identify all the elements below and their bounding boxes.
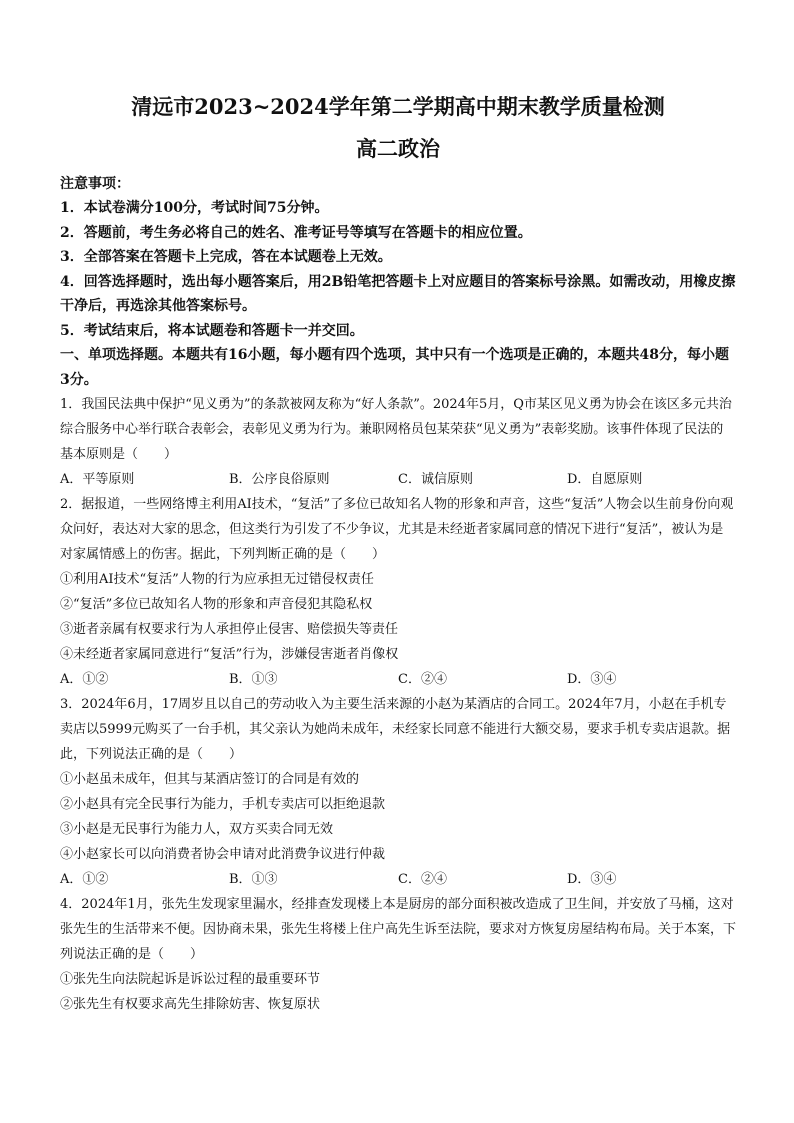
- choice-c: C．②④: [398, 872, 447, 887]
- choice-d: D．③④: [567, 672, 617, 687]
- choice-row: [60, 467, 736, 492]
- note-item: 1．本试卷满分100分，考试时间75分钟。: [60, 200, 329, 216]
- choice-c: C．诚信原则: [398, 472, 473, 487]
- question-stem: 2．据报道，一些网络博主利用AI技术，“复活”了多位已故知名人物的形象和声音，这些“复活”人物会以生前身份向观众问好，表达对大家的思念，但这类行为引发了不少争议，尤其是未经逝者家属同意的情况下进行“复活”，被认为是对家属情感上的伤害。据此，下列判断正确的是（ ）: [60, 497, 734, 562]
- exam-page: [60, 92, 736, 1017]
- question-1: [60, 392, 736, 492]
- statement: ②张先生有权要求高先生排除妨害、恢复原状: [60, 997, 321, 1012]
- note-item: 4．回答选择题时，选出每小题答案后，用2B铅笔把答题卡上对应题目的答案标号涂黑。如需改动，用橡皮擦干净后，再选涂其他答案标号。: [60, 273, 736, 314]
- exam-subject: 高二政治: [356, 136, 440, 161]
- choice-a: A．①②: [60, 672, 109, 687]
- statement: ③小赵是无民事行为能力人，双方买卖合同无效: [60, 822, 334, 837]
- question-stem: 4．2024年1月，张先生发现家里漏水，经排查发现楼上本是厨房的部分面积被改造成了卫生间，并安放了马桶，这对张先生的生活带来不便。因协商未果，张先生将楼上住户高先生诉至法院，要求对方恢复房屋结构布局。关于本案，下列说法正确的是（ ）: [60, 897, 737, 962]
- choice-b: B．公序良俗原则: [229, 472, 330, 487]
- statement: ②“复活”多位已故知名人物的形象和声音侵犯其隐私权: [60, 597, 373, 612]
- statement: ①利用AI技术“复活”人物的行为应承担无过错侵权责任: [60, 572, 374, 587]
- statement: ①张先生向法院起诉是诉讼过程的最重要环节: [60, 972, 321, 987]
- choice-d: D．自愿原则: [567, 472, 643, 487]
- notes-heading: 注意事项：: [60, 176, 130, 192]
- choice-row: [60, 667, 736, 692]
- statement: ④小赵家长可以向消费者协会申请对此消费争议进行仲裁: [60, 847, 386, 862]
- choice-d: D．③④: [567, 872, 617, 887]
- statement: ④未经逝者家属同意进行“复活”行为，涉嫌侵害逝者肖像权: [60, 647, 399, 662]
- question-stem: 1．我国民法典中保护“见义勇为”的条款被网友称为“好人条款”。2024年5月，Q市某区见义勇为协会在该区多元共治综合服务中心举行联合表彰会，表彰见义勇为行为。兼职网格员包某荣获“见义勇为”表彰奖励。该事件体现了民法的基本原则是（ ）: [60, 397, 732, 462]
- note-item: 5．考试结束后，将本试题卷和答题卡一并交回。: [60, 322, 364, 339]
- notes-block: [60, 172, 736, 343]
- choice-a: A．平等原则: [60, 472, 135, 487]
- choice-a: A．①②: [60, 872, 109, 887]
- note-item: 2．答题前，考生务必将自己的姓名、准考证号等填写在答题卡的相应位置。: [60, 224, 532, 241]
- choice-row: [60, 867, 736, 892]
- question-stem: 3．2024年6月，17周岁且以自己的劳动收入为主要生活来源的小赵为某酒店的合同工。2024年7月，小赵在手机专卖店以5999元购买了一台手机，其父亲认为她尚未成年，未经家长同意不能进行大额交易，要求手机专卖店退款。据此，下列说法正确的是（ ）: [60, 697, 731, 762]
- question-3: [60, 692, 736, 892]
- statement: ②小赵具有完全民事行为能力，手机专卖店可以拒绝退款: [60, 797, 386, 812]
- exam-title: 清远市2023~2024学年第二学期高中期末教学质量检测: [131, 94, 665, 119]
- question-4: [60, 892, 736, 1017]
- section-heading: 一、单项选择题。本题共有16小题，每小题有四个选项，其中只有一个选项是正确的，本题共48分，每小题3分。: [60, 347, 729, 388]
- note-item: 3．全部答案在答题卡上完成，答在本试题卷上无效。: [60, 249, 392, 265]
- question-2: [60, 492, 736, 692]
- choice-b: B．①③: [229, 872, 278, 887]
- statement: ①小赵虽未成年，但其与某酒店签订的合同是有效的: [60, 772, 360, 787]
- choice-c: C．②④: [398, 672, 447, 687]
- choice-b: B．①③: [229, 672, 278, 687]
- statement: ③逝者亲属有权要求行为人承担停止侵害、赔偿损失等责任: [60, 622, 399, 637]
